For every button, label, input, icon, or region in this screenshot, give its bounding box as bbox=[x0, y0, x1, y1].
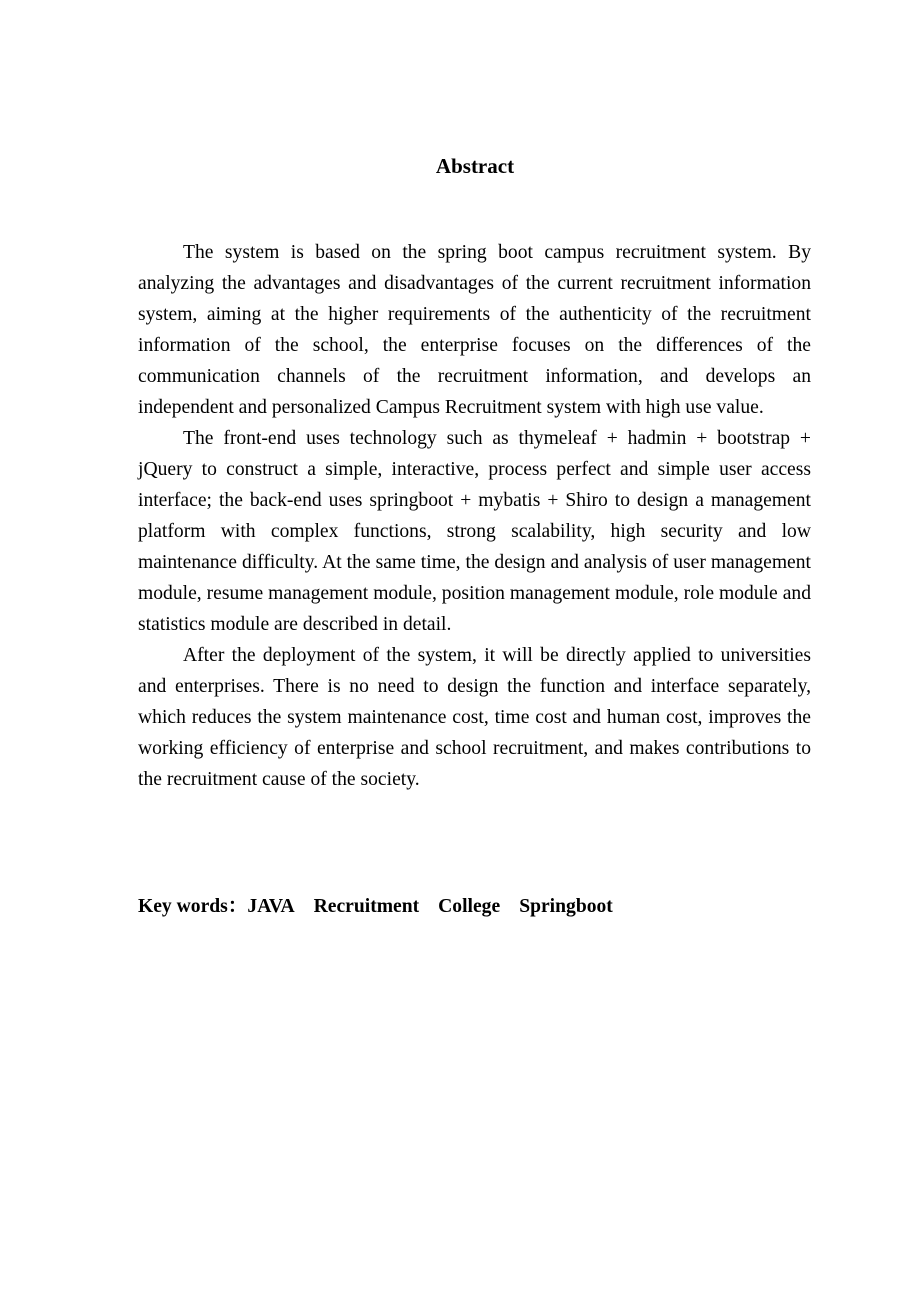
keywords-separator: ： bbox=[227, 896, 248, 917]
abstract-body bbox=[138, 237, 811, 795]
abstract-paragraph: The system is based on the spring boot campus recruitment system. By analyzing the advantages and disadvantages of the current recruitment information system, aiming at the higher requirements of the authenticity of the recruitment information of the school, the enterprise focuses on the differences of the communication channels of the recruitment information, and develops an independent and personalized Campus Recruitment system with high use value. bbox=[138, 242, 811, 418]
keywords-line bbox=[138, 891, 811, 922]
keyword-item: College bbox=[438, 896, 501, 917]
keyword-item: Recruitment bbox=[313, 896, 420, 917]
abstract-paragraph: After the deployment of the system, it will be directly applied to universities and enterprises. There is no need to design the function and interface separately, which reduces the system maintenance cost, time cost and human cost, improves the working efficiency of enterprise and school recruitment, and makes contributions to the recruitment cause of the society. bbox=[138, 645, 811, 790]
keyword-item: Springboot bbox=[519, 896, 613, 917]
abstract-title: Abstract bbox=[435, 154, 515, 178]
abstract-paragraph: The front-end uses technology such as thymeleaf + hadmin + bootstrap + jQuery to construct a simple, interactive, process perfect and simple user access interface; the back-end uses springboot + mybatis + Shiro to design a management platform with complex functions, strong scalability, high security and low maintenance difficulty. At the same time, the design and analysis of user management module, resume management module, position management module, role module and statistics module are described in detail. bbox=[138, 428, 811, 635]
keyword-item: JAVA bbox=[247, 896, 295, 917]
keywords-label: Key words bbox=[138, 896, 228, 917]
